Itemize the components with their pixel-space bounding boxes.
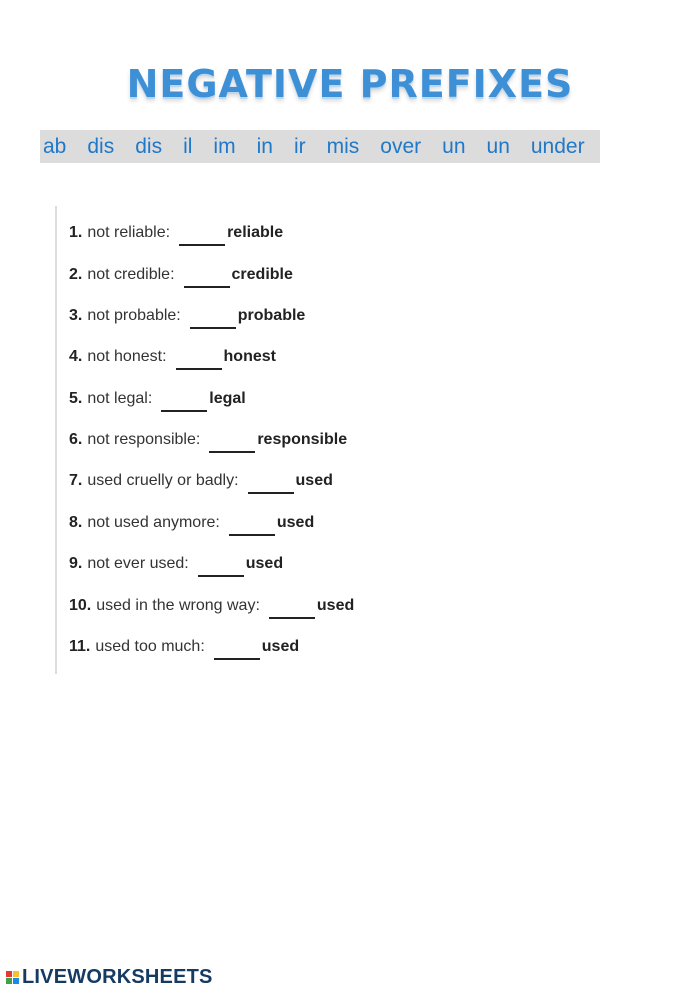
exercise-item [69,555,283,589]
base-word: used [245,555,284,572]
exercise-item [69,597,354,631]
answer-blank[interactable] [176,348,222,370]
prefix-word: dis [87,134,115,158]
exercise-item [69,348,276,382]
base-word: honest [223,348,276,365]
item-number: 6. [69,431,83,448]
exercise-list [55,206,417,674]
logo-text: LIVEWORKSHEETS [22,966,213,988]
item-number: 5. [69,390,83,407]
liveworksheets-logo [6,966,213,989]
item-number: 10. [69,597,92,614]
item-prompt: used in the wrong way: [96,597,260,614]
item-prompt: not used anymore: [87,514,220,531]
item-number: 11. [69,638,91,655]
answer-blank[interactable] [190,307,236,329]
item-number: 9. [69,555,83,572]
prefix-word: in [256,134,273,158]
exercise-item [69,224,283,258]
prefix-word: under [530,134,585,158]
item-prompt: not honest: [87,348,167,365]
item-number: 1. [69,224,83,241]
base-word: used [261,638,300,655]
logo-grid-icon [6,971,19,984]
base-word: used [295,472,333,489]
exercise-item [69,514,314,548]
base-word: used [316,597,355,614]
answer-blank[interactable] [161,390,207,412]
answer-blank[interactable] [229,514,275,536]
answer-blank[interactable] [184,266,230,288]
answer-blank[interactable] [248,472,294,494]
item-prompt: not probable: [87,307,181,324]
exercise-item [69,266,293,300]
item-prompt: not responsible: [87,431,201,448]
prefix-word: over [380,134,422,158]
item-prompt: used too much: [95,638,205,655]
item-number: 7. [69,472,83,489]
item-prompt: used cruelly or badly: [87,472,239,489]
prefix-word: il [183,134,193,158]
prefix-word: ab [43,134,67,158]
exercise-item [69,431,347,465]
answer-blank[interactable] [209,431,255,453]
prefix-word: mis [326,134,360,158]
prefix-word: ir [293,134,306,158]
prefix-word: un [442,134,466,158]
base-word: responsible [257,431,348,448]
exercise-item [69,638,299,672]
base-word: used [276,514,315,531]
prefix-word: dis [135,134,163,158]
prefix-word: un [486,134,510,158]
item-number: 2. [69,266,83,283]
answer-blank[interactable] [269,597,315,619]
item-number: 8. [69,514,83,531]
base-word: reliable [227,224,284,241]
base-word: credible [231,266,293,283]
exercise-item [69,307,305,341]
page-title: NEGATIVE PREFIXES [126,62,574,106]
prefix-word-bank [40,130,600,163]
exercise-item [69,390,246,424]
prefix-word: im [213,134,236,158]
item-prompt: not reliable: [87,224,171,241]
item-prompt: not legal: [87,390,153,407]
exercise-item [69,472,333,506]
item-prompt: not ever used: [87,555,189,572]
answer-blank[interactable] [179,224,225,246]
base-word: legal [209,390,246,407]
item-number: 4. [69,348,83,365]
item-number: 3. [69,307,83,324]
answer-blank[interactable] [198,555,244,577]
answer-blank[interactable] [214,638,260,660]
item-prompt: not credible: [87,266,175,283]
base-word: probable [237,307,306,324]
